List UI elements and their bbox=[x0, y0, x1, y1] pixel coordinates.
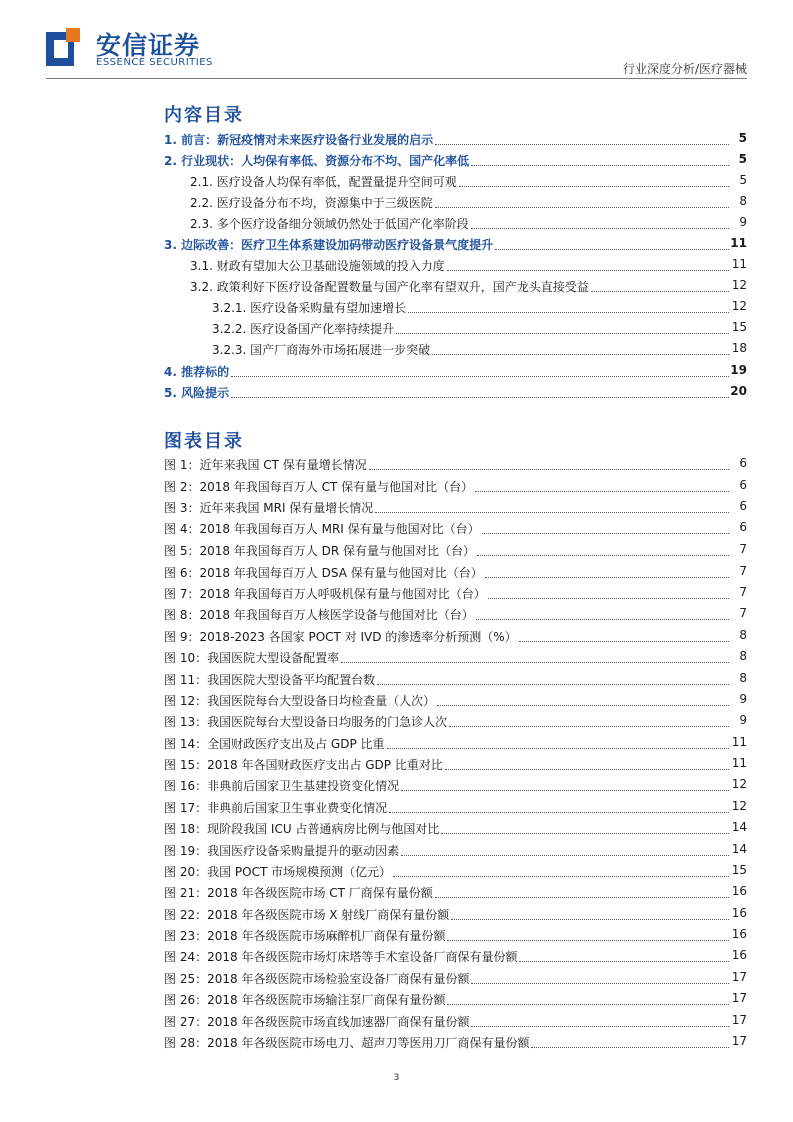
leader-dots bbox=[449, 726, 729, 727]
essence-logo-icon bbox=[46, 28, 82, 66]
leader-dots bbox=[441, 833, 729, 834]
figure-entry-page: 16 bbox=[731, 948, 747, 962]
figure-entry-label: 图 13：我国医院每台大型设备日均服务的门急诊人次 bbox=[164, 715, 448, 729]
toc-entry-label: 5. 风险提示 bbox=[164, 386, 230, 400]
figure-entry[interactable] bbox=[0, 842, 793, 862]
figure-entry-label: 图 1：近年来我国 CT 保有量增长情况 bbox=[164, 458, 367, 472]
leader-dots bbox=[408, 312, 729, 313]
leader-dots bbox=[476, 619, 729, 620]
page-number: 3 bbox=[393, 1073, 400, 1083]
figure-entry-page: 9 bbox=[739, 692, 747, 706]
figure-entry-page: 17 bbox=[731, 970, 747, 984]
leader-dots bbox=[231, 397, 729, 398]
leader-dots bbox=[482, 533, 729, 534]
leader-dots bbox=[447, 270, 729, 271]
toc-entry-page: 5 bbox=[739, 173, 747, 187]
leader-dots bbox=[393, 876, 729, 877]
figure-entry-label: 图 19：我国医疗设备采购量提升的驱动因素 bbox=[164, 844, 400, 858]
toc-entry-page: 19 bbox=[730, 363, 747, 377]
brand-name-en: ESSENCE SECURITIES bbox=[96, 57, 213, 68]
figure-entry-label: 图 18：现阶段我国 ICU 占普通病房比例与他国对比 bbox=[164, 822, 440, 836]
toc-title: 内容目录 bbox=[164, 105, 244, 126]
figure-entry[interactable] bbox=[0, 756, 793, 776]
leader-dots bbox=[231, 376, 729, 377]
brand-name-cn: 安信证券 bbox=[96, 31, 201, 60]
figure-entry-page: 6 bbox=[739, 456, 747, 470]
leader-dots bbox=[488, 598, 729, 599]
leader-dots bbox=[396, 333, 729, 334]
toc-entry[interactable] bbox=[0, 173, 793, 193]
toc-entry-label: 3. 边际改善：医疗卫生体系建设加码带动医疗设备景气度提升 bbox=[164, 238, 494, 252]
toc-entry[interactable] bbox=[0, 320, 793, 340]
leader-dots bbox=[475, 491, 729, 492]
toc-entry[interactable] bbox=[0, 152, 793, 172]
toc-entry-page: 11 bbox=[730, 236, 747, 250]
figure-entry[interactable] bbox=[0, 564, 793, 584]
toc-entry[interactable] bbox=[0, 194, 793, 214]
figure-entry[interactable] bbox=[0, 1034, 793, 1054]
figure-entry-label: 图 6：2018 年我国每百万人 DSA 保有量与他国对比（台） bbox=[164, 566, 483, 580]
leader-dots bbox=[437, 705, 729, 706]
leader-dots bbox=[445, 769, 729, 770]
toc-entry-page: 9 bbox=[739, 215, 747, 229]
header-divider bbox=[46, 78, 747, 79]
toc-entry-label: 3.2.3. 国产厂商海外市场拓展进一步突破 bbox=[212, 343, 431, 357]
toc-entry-label: 4. 推荐标的 bbox=[164, 365, 230, 379]
figure-entry[interactable] bbox=[0, 1013, 793, 1033]
figure-entry-label: 图 20：我国 POCT 市场规模预测（亿元） bbox=[164, 865, 392, 879]
leader-dots bbox=[471, 165, 729, 166]
figure-entry-label: 图 3：近年来我国 MRI 保有量增长情况 bbox=[164, 501, 374, 515]
leader-dots bbox=[471, 228, 729, 229]
toc-entry-page: 12 bbox=[731, 278, 747, 292]
figure-entry-page: 17 bbox=[731, 991, 747, 1005]
figure-entry-page: 12 bbox=[731, 799, 747, 813]
leader-dots bbox=[401, 855, 729, 856]
toc-entry-page: 11 bbox=[731, 257, 747, 271]
toc-entry-page: 18 bbox=[731, 341, 747, 355]
leader-dots bbox=[401, 790, 729, 791]
leader-dots bbox=[471, 1026, 729, 1027]
leader-dots bbox=[485, 577, 729, 578]
toc-entry-label: 2.2. 医疗设备分布不均，资源集中于三级医院 bbox=[190, 196, 433, 210]
figure-entry[interactable] bbox=[0, 970, 793, 990]
figure-entry-page: 14 bbox=[731, 820, 747, 834]
figure-entry-page: 8 bbox=[739, 649, 747, 663]
toc-entry[interactable] bbox=[0, 341, 793, 361]
figure-entry-label: 图 14：全国财政医疗支出及占 GDP 比重 bbox=[164, 737, 385, 751]
figure-entry[interactable] bbox=[0, 478, 793, 498]
figure-entry-page: 9 bbox=[739, 713, 747, 727]
figure-entry-label: 图 7：2018 年我国每百万人呼吸机保有量与他国对比（台） bbox=[164, 587, 486, 601]
toc-entry[interactable] bbox=[0, 384, 793, 404]
toc-entry-page: 12 bbox=[731, 299, 747, 313]
figure-entry-page: 11 bbox=[731, 756, 747, 770]
figure-entry-page: 8 bbox=[739, 628, 747, 642]
leader-dots bbox=[387, 748, 729, 749]
figure-entry[interactable] bbox=[0, 671, 793, 691]
toc-entry-label: 3.2. 政策利好下医疗设备配置数量与国产化率有望双升，国产龙头直接受益 bbox=[190, 280, 589, 294]
figure-entry-label: 图 21：2018 年各级医院市场 CT 厂商保有量份额 bbox=[164, 886, 433, 900]
figure-entry-label: 图 27：2018 年各级医院市场直线加速器厂商保有量份额 bbox=[164, 1015, 470, 1029]
figure-entry[interactable] bbox=[0, 649, 793, 669]
toc-entry[interactable] bbox=[0, 363, 793, 383]
figure-entry-label: 图 2：2018 年我国每百万人 CT 保有量与他国对比（台） bbox=[164, 480, 474, 494]
figure-entry-page: 6 bbox=[739, 499, 747, 513]
figure-entry-label: 图 5：2018 年我国每百万人 DR 保有量与他国对比（台） bbox=[164, 544, 476, 558]
toc-entry-page: 5 bbox=[738, 152, 747, 166]
leader-dots bbox=[447, 940, 729, 941]
toc-entry[interactable] bbox=[0, 236, 793, 256]
figure-entry-page: 6 bbox=[739, 478, 747, 492]
leader-dots bbox=[377, 684, 729, 685]
figure-entry[interactable] bbox=[0, 628, 793, 648]
page-header bbox=[0, 0, 793, 80]
toc-entry-page: 5 bbox=[738, 131, 747, 145]
leader-dots bbox=[477, 555, 729, 556]
figure-entry-page: 16 bbox=[731, 906, 747, 920]
figures-title: 图表目录 bbox=[164, 431, 244, 452]
figure-entry-page: 7 bbox=[739, 542, 747, 556]
figure-entry-label: 图 25：2018 年各级医院市场检验室设备厂商保有量份额 bbox=[164, 972, 470, 986]
figure-entry-page: 7 bbox=[739, 585, 747, 599]
toc-entry-label: 2.3. 多个医疗设备细分领域仍然处于低国产化率阶段 bbox=[190, 217, 469, 231]
toc-entry-page: 15 bbox=[731, 320, 747, 334]
leader-dots bbox=[389, 812, 729, 813]
figure-entry[interactable] bbox=[0, 884, 793, 904]
figure-entry-page: 11 bbox=[731, 735, 747, 749]
leader-dots bbox=[471, 983, 729, 984]
figure-entry-label: 图 28：2018 年各级医院市场电刀、超声刀等医用刀厂商保有量份额 bbox=[164, 1036, 530, 1050]
figure-entry[interactable] bbox=[0, 499, 793, 519]
figure-entry-label: 图 8：2018 年我国每百万人核医学设备与他国对比（台） bbox=[164, 608, 474, 622]
toc-entry-label: 2. 行业现状：人均保有率低、资源分布不均、国产化率低 bbox=[164, 154, 470, 168]
figure-entry[interactable] bbox=[0, 713, 793, 733]
toc-entry-label: 1. 前言：新冠疫情对未来医疗设备行业发展的启示 bbox=[164, 133, 434, 147]
figure-entry[interactable] bbox=[0, 927, 793, 947]
toc-entry-page: 20 bbox=[730, 384, 747, 398]
figure-entry[interactable] bbox=[0, 948, 793, 968]
toc-entry-page: 8 bbox=[739, 194, 747, 208]
figure-entry-page: 7 bbox=[739, 564, 747, 578]
leader-dots bbox=[495, 249, 729, 250]
figure-entry[interactable] bbox=[0, 735, 793, 755]
figure-entry-label: 图 22：2018 年各级医院市场 X 射线厂商保有量份额 bbox=[164, 908, 450, 922]
figure-entry-label: 图 26：2018 年各级医院市场输注泵厂商保有量份额 bbox=[164, 993, 446, 1007]
toc-entry[interactable] bbox=[0, 131, 793, 151]
leader-dots bbox=[519, 961, 729, 962]
figure-entry-label: 图 9：2018-2023 各国家 POCT 对 IVD 的渗透率分析预测（%） bbox=[164, 630, 517, 644]
figure-entry-page: 8 bbox=[739, 671, 747, 685]
leader-dots bbox=[451, 919, 729, 920]
figure-entry[interactable] bbox=[0, 542, 793, 562]
figure-entry-label: 图 23：2018 年各级医院市场麻醉机厂商保有量份额 bbox=[164, 929, 446, 943]
toc-entry[interactable] bbox=[0, 215, 793, 235]
figure-entry[interactable] bbox=[0, 456, 793, 476]
figure-entry-label: 图 17：非典前后国家卫生事业费变化情况 bbox=[164, 801, 388, 815]
leader-dots bbox=[435, 144, 729, 145]
leader-dots bbox=[435, 897, 729, 898]
toc-entry[interactable] bbox=[0, 257, 793, 277]
figure-entry-page: 14 bbox=[731, 842, 747, 856]
leader-dots bbox=[531, 1047, 729, 1048]
figure-entry[interactable] bbox=[0, 820, 793, 840]
toc-entry-label: 3.2.1. 医疗设备采购量有望加速增长 bbox=[212, 301, 407, 315]
figure-entry-page: 6 bbox=[739, 520, 747, 534]
figure-entry[interactable] bbox=[0, 906, 793, 926]
figure-entry-page: 16 bbox=[731, 927, 747, 941]
figure-entry-label: 图 12：我国医院每台大型设备日均检查量（人次） bbox=[164, 694, 436, 708]
figure-entry-page: 7 bbox=[739, 606, 747, 620]
figure-entry-page: 12 bbox=[731, 777, 747, 791]
toc-entry[interactable] bbox=[0, 299, 793, 319]
report-category: 行业深度分析/医疗器械 bbox=[622, 62, 747, 76]
toc-entry-label: 2.1. 医疗设备人均保有率低，配置量提升空间可观 bbox=[190, 175, 457, 189]
figure-entry[interactable] bbox=[0, 606, 793, 626]
figure-entry-label: 图 11：我国医院大型设备平均配置台数 bbox=[164, 673, 376, 687]
leader-dots bbox=[459, 186, 729, 187]
leader-dots bbox=[341, 662, 729, 663]
figure-entry-page: 16 bbox=[731, 884, 747, 898]
leader-dots bbox=[432, 354, 729, 355]
figure-entry-label: 图 15：2018 年各国财政医疗支出占 GDP 比重对比 bbox=[164, 758, 443, 772]
leader-dots bbox=[375, 512, 729, 513]
figure-entry-page: 15 bbox=[731, 863, 747, 877]
figure-entry[interactable] bbox=[0, 777, 793, 797]
figure-entry-label: 图 24：2018 年各级医院市场灯床塔等手术室设备厂商保有量份额 bbox=[164, 950, 518, 964]
figure-entry[interactable] bbox=[0, 991, 793, 1011]
figure-entry[interactable] bbox=[0, 863, 793, 883]
leader-dots bbox=[369, 469, 729, 470]
figure-entry[interactable] bbox=[0, 520, 793, 540]
toc-entry[interactable] bbox=[0, 278, 793, 298]
figure-entry-label: 图 10：我国医院大型设备配置率 bbox=[164, 651, 340, 665]
toc-entry-label: 3.1. 财政有望加大公卫基础设施领域的投入力度 bbox=[190, 259, 445, 273]
figure-entry[interactable] bbox=[0, 799, 793, 819]
leader-dots bbox=[435, 207, 729, 208]
figure-entry-page: 17 bbox=[731, 1034, 747, 1048]
figure-entry-page: 17 bbox=[731, 1013, 747, 1027]
figure-entry[interactable] bbox=[0, 692, 793, 712]
figure-entry-label: 图 4：2018 年我国每百万人 MRI 保有量与他国对比（台） bbox=[164, 522, 480, 536]
figure-entry[interactable] bbox=[0, 585, 793, 605]
leader-dots bbox=[591, 291, 729, 292]
leader-dots bbox=[519, 641, 729, 642]
leader-dots bbox=[447, 1004, 729, 1005]
toc-entry-label: 3.2.2. 医疗设备国产化率持续提升 bbox=[212, 322, 395, 336]
figure-entry-label: 图 16：非典前后国家卫生基建投资变化情况 bbox=[164, 779, 400, 793]
